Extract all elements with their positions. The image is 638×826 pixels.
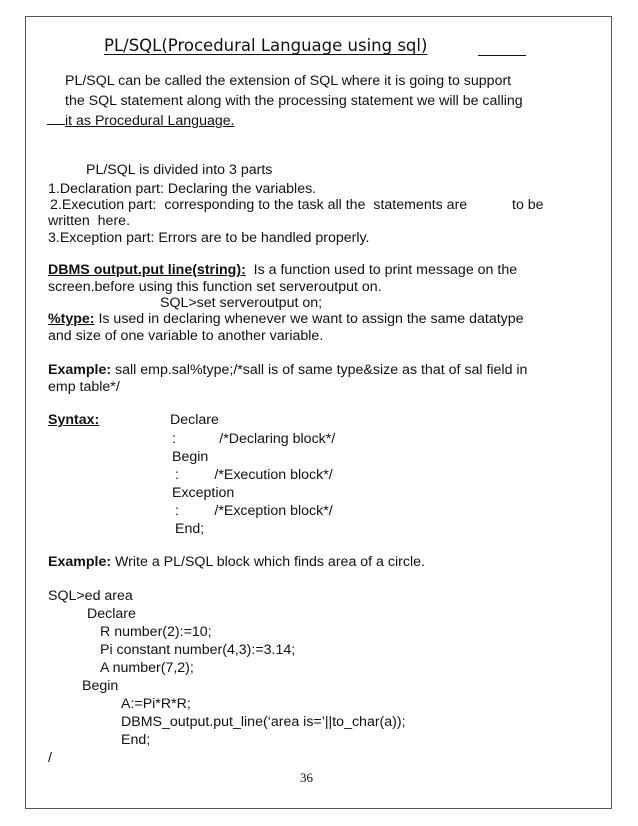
syntax-label [48,412,99,429]
dbms-line-2: screen.before using this function set serveroutput on. [48,279,382,295]
example-2 [48,554,425,571]
code-line-1: SQL>ed area [48,588,133,604]
syntax-exception: Exception [172,485,235,501]
code-line-3: R number(2):=10; [100,624,212,640]
part-1: 1.Declaration part: Declaring the variables. [48,181,317,197]
part-2-tail: to be [512,197,544,213]
example-1-text: sall emp.sal%type;/*sall is of same type&size as that of sal field in [111,362,528,378]
parts-heading: PL/SQL is divided into 3 parts [86,162,273,178]
part-2: 2.Execution part: corresponding to the task all the statements are [50,197,468,213]
code-line-9: End; [121,732,151,748]
example-1-label: Example: [48,362,112,378]
dbms-line-1 [48,262,517,279]
part-3: 3.Exception part: Errors are to be handled properly. [48,230,370,246]
syntax-declare-comment: : /*Declaring block*/ [172,431,336,447]
example-2-text: Write a PL/SQL block which finds area of a circle. [111,554,425,570]
code-line-10: / [48,750,52,766]
syntax-end: End; [175,521,205,537]
syntax-label-text: Syntax: [48,412,100,428]
syntax-begin-comment: : /*Execution block*/ [175,467,333,483]
syntax-declare: Declare [170,412,219,428]
code-line-4: Pi constant number(4,3):=3.14; [100,642,296,658]
intro-line-2: the SQL statement along with the processing statement we will be calling [65,93,523,109]
page-title: PL/SQL(Procedural Language using sql) [104,36,428,55]
code-line-6: Begin [82,678,119,694]
example-1-line-1 [48,362,527,379]
part-2-cont: written here. [48,213,131,229]
example-2-label: Example: [48,554,112,570]
intro-line-3 [47,112,235,130]
code-line-2: Declare [87,606,136,622]
type-label: %type: [48,311,95,327]
title-underline-extension [478,55,526,56]
example-1-line-2: emp table*/ [48,379,120,395]
type-line-2: and size of one variable to another variable. [48,328,324,344]
syntax-begin: Begin [172,449,209,465]
intro-line-3-text: it as Procedural Language. [65,113,235,129]
type-line-1 [48,311,524,328]
type-desc-1: Is used in declaring whenever we want to assign the same datatype [94,311,524,327]
syntax-exception-comment: : /*Exception block*/ [175,503,333,519]
code-line-8: DBMS_output.put_line(‘area is=’||to_char(a)); [121,714,406,730]
dbms-label: DBMS output.put line(string): [48,262,246,278]
code-line-5: A number(7,2); [100,660,194,676]
dbms-command: SQL>set serveroutput on; [160,295,323,311]
page-number: 36 [300,770,313,785]
intro-line-1: PL/SQL can be called the extension of SQL where it is going to support [65,73,512,89]
dbms-desc-1: Is a function used to print message on the [245,262,518,278]
underline-lead [47,112,65,125]
code-line-7: A:=Pi*R*R; [121,696,191,712]
